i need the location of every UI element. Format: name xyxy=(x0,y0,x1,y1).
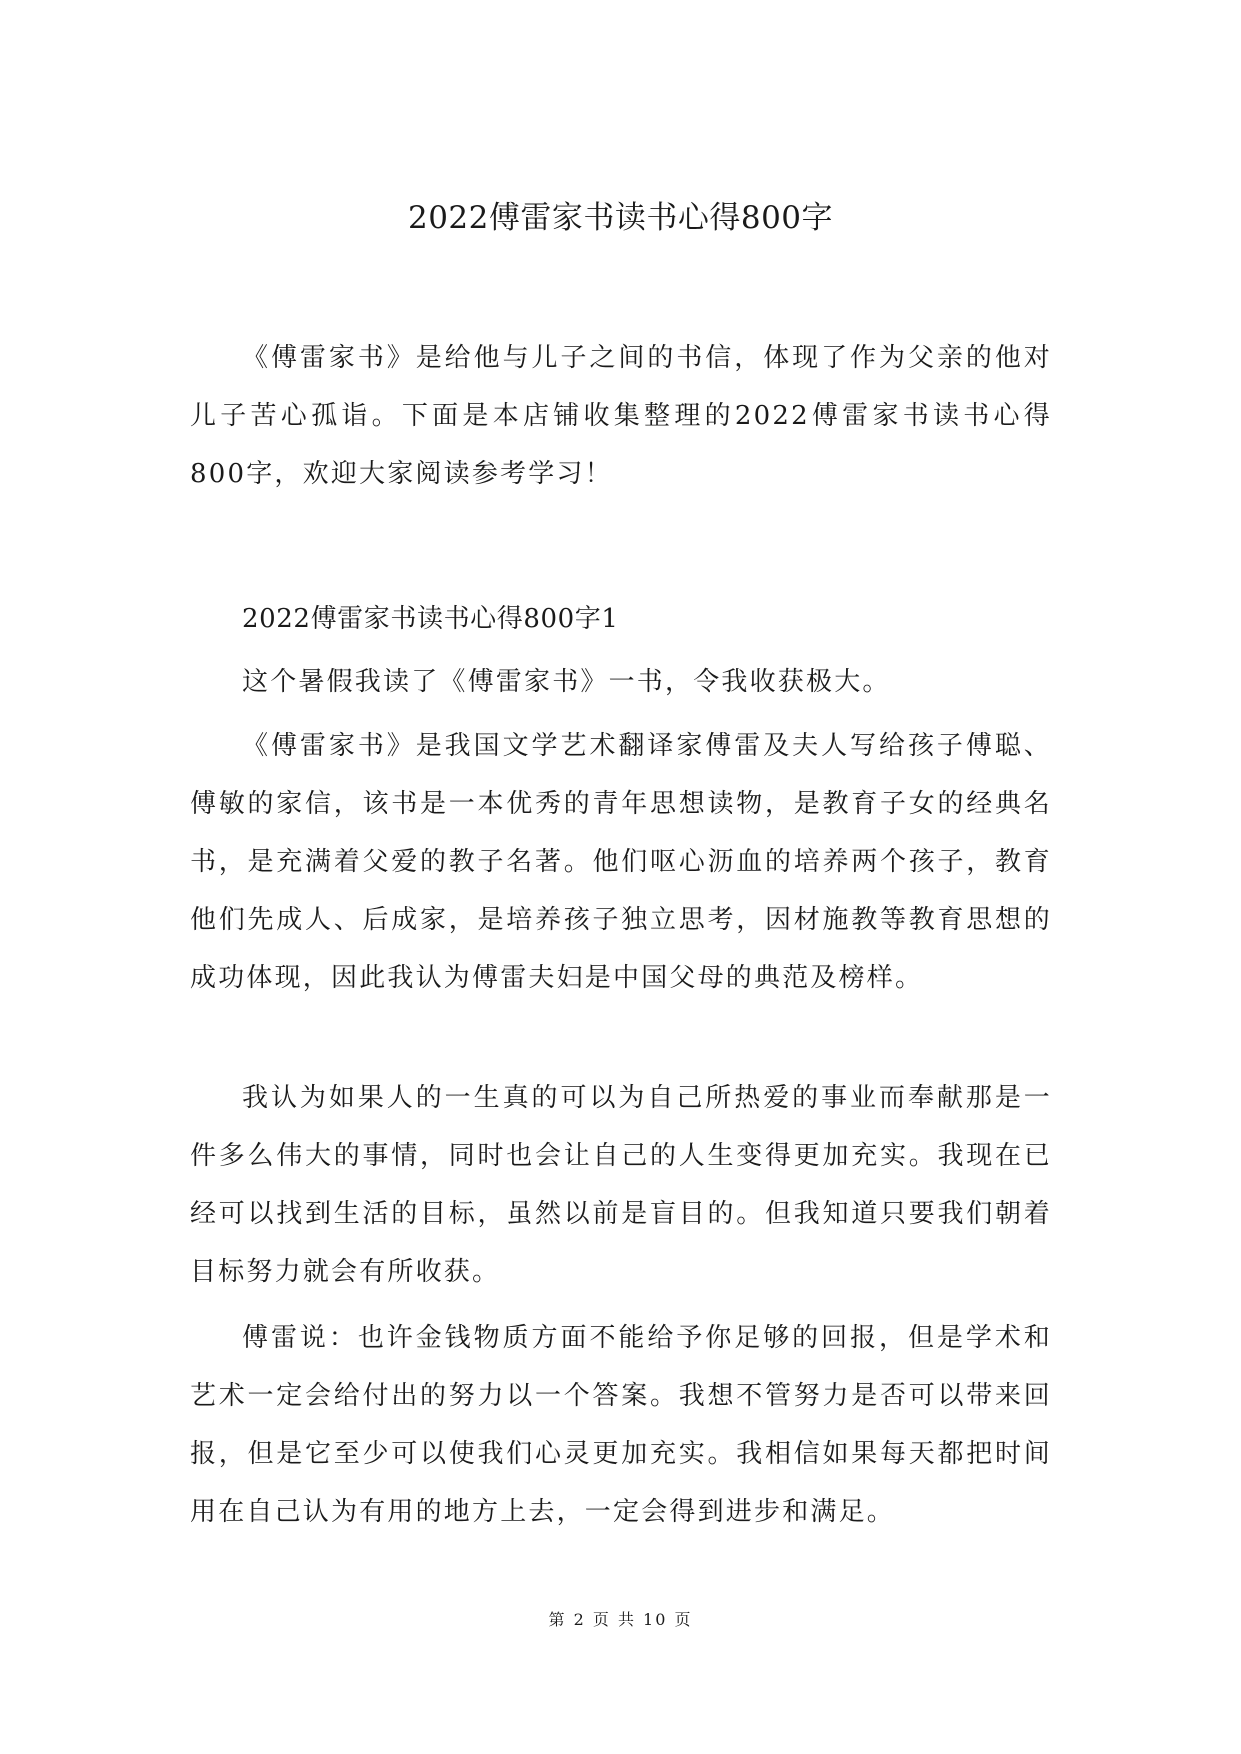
section-heading: 2022傅雷家书读书心得800字1 xyxy=(242,604,619,634)
body-paragraph-3: 我认为如果人的一生真的可以为自己所热爱的事业而奉献那是一件多么伟大的事情，同时也会让自己的人生变得更加充实。我现在已经可以找到生活的目标，虽然以前是盲目的。但我知道只要我们朝着目标努力就会有所收获。 xyxy=(190,1083,1052,1287)
page-footer: 第 2 页 共 10 页 xyxy=(548,1610,693,1629)
body-paragraph-4: 傅雷说：也许金钱物质方面不能给予你足够的回报，但是学术和艺术一定会给付出的努力以一个答案。我想不管努力是否可以带来回报，但是它至少可以使我们心灵更加充实。我相信如果每天都把时间用在自己认为有用的地方上去，一定会得到进步和满足。 xyxy=(190,1323,1052,1527)
body-paragraph-1: 这个暑假我读了《傅雷家书》一书，令我收获极大。 xyxy=(242,667,891,697)
document-title: 2022傅雷家书读书心得800字 xyxy=(407,200,834,236)
intro-paragraph: 《傅雷家书》是给他与儿子之间的书信，体现了作为父亲的他对儿子苦心孤诣。下面是本店铺收集整理的2022傅雷家书读书心得800字，欢迎大家阅读参考学习！ xyxy=(190,343,1052,489)
body-paragraph-2: 《傅雷家书》是我国文学艺术翻译家傅雷及夫人写给孩子傅聪、傅敏的家信，该书是一本优秀的青年思想读物，是教育子女的经典名书，是充满着父爱的教子名著。他们呕心沥血的培养两个孩子，教育他们先成人、后成家，是培养孩子独立思考，因材施教等教育思想的成功体现，因此我认为傅雷夫妇是中国父母的典范及榜样。 xyxy=(190,731,1052,993)
